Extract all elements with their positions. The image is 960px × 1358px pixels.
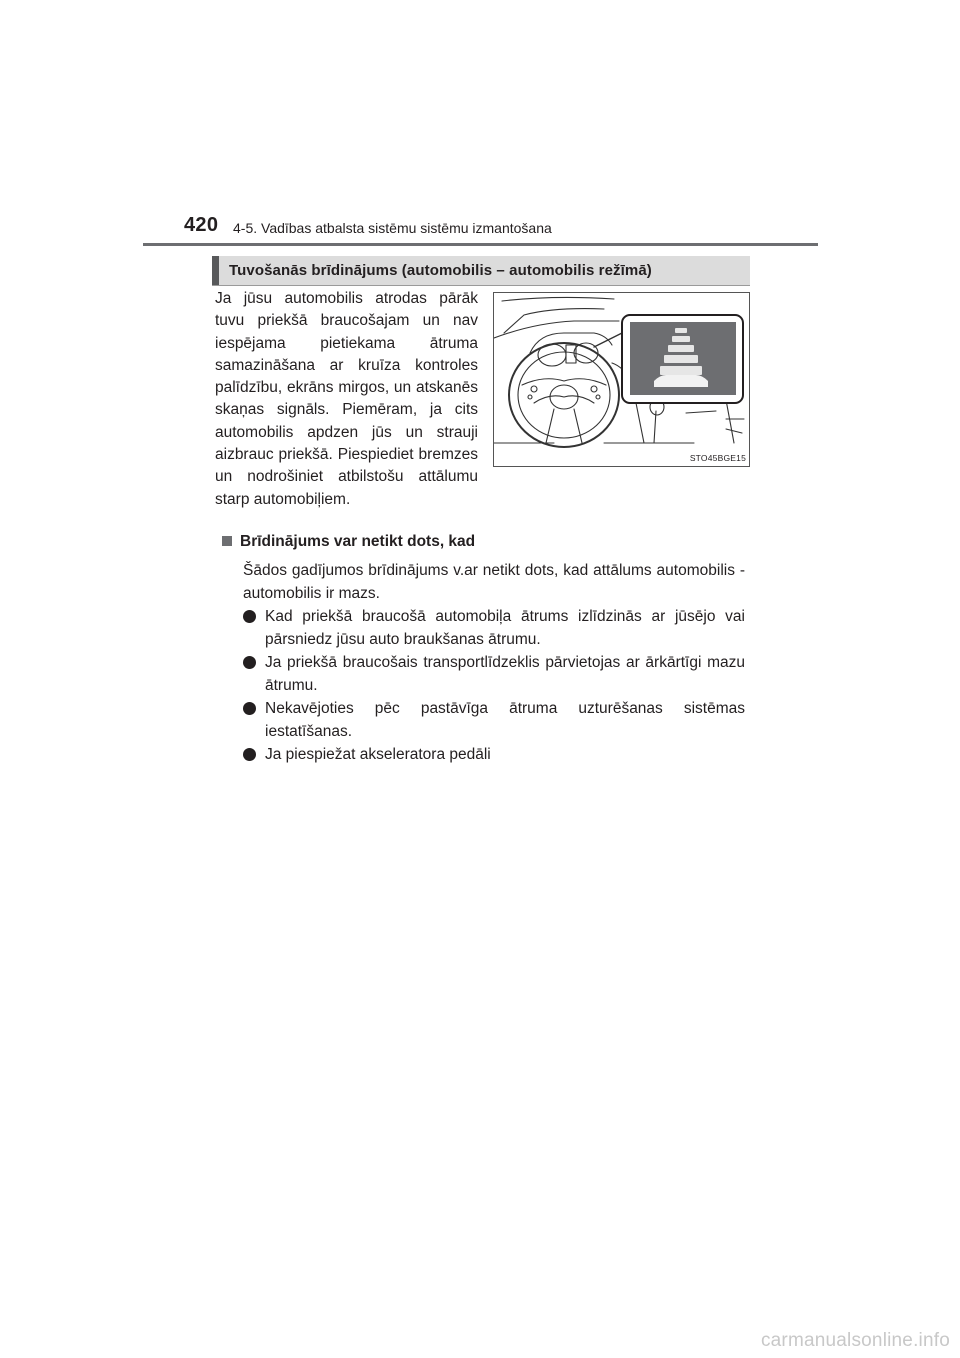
section-accent-bar	[212, 256, 219, 286]
figure-code: STO45BGE15	[689, 453, 746, 463]
bullet-dot-icon	[243, 610, 256, 623]
list-item: Ja priekšā braucošais transportlīdzeklis pārvietojas ar ārkārtīgi mazu ātrumu.	[243, 652, 745, 697]
bullet-dot-icon	[243, 656, 256, 669]
header-rule	[143, 243, 818, 246]
subsection-paragraph: Šādos gadījumos brīdinājums v.ar netikt dots, kad attālums automobilis - automobilis ir mazs.	[243, 562, 745, 602]
list-item: Ja piespiežat akseleratora pedāli	[243, 744, 745, 767]
dashboard-drawing	[494, 293, 750, 467]
page-number: 420	[184, 214, 219, 236]
section-underline	[212, 285, 750, 286]
list-item: Nekavējoties pēc pastāvīga ātruma uzturēšanas sistēmas iestatīšanas.	[243, 698, 745, 743]
section-title: Tuvošanās brīdinājums (automobilis – automobilis režīmā)	[229, 262, 652, 279]
bullet-list	[243, 606, 745, 768]
square-bullet-icon	[222, 536, 232, 546]
bullet-dot-icon	[243, 702, 256, 715]
intro-paragraph: Ja jūsu automobilis atrodas pārāk tuvu priekšā braucošajam un nav iespējama pietiekama ātruma samazināšana ar kruīza kontroles palīdzību, ekrāns mirgos, un atskanēs skaņas signāls. Piemēram, ja cits automobilis apdzen jūs un strauji aizbrauc priekšā. Piespiediet bremzes un nodrošiniet atbilstošu attālumu starp automobiļiem.	[215, 290, 478, 508]
list-item: Kad priekšā braucošā automobiļa ātrums izlīdzinās ar jūsējo vai pārsniedz jūsu auto braukšanas ātrumu.	[243, 606, 745, 651]
bullet-dot-icon	[243, 748, 256, 761]
watermark: carmanualsonline.info	[760, 1330, 950, 1351]
subsection-heading-text: Brīdinājums var netikt dots, kad	[240, 533, 476, 550]
section-header	[212, 256, 750, 286]
subsection-heading	[222, 533, 475, 551]
dashboard-illustration	[493, 292, 750, 467]
chapter-title: 4-5. Vadības atbalsta sistēmu sistēmu izmantošana	[233, 220, 552, 236]
